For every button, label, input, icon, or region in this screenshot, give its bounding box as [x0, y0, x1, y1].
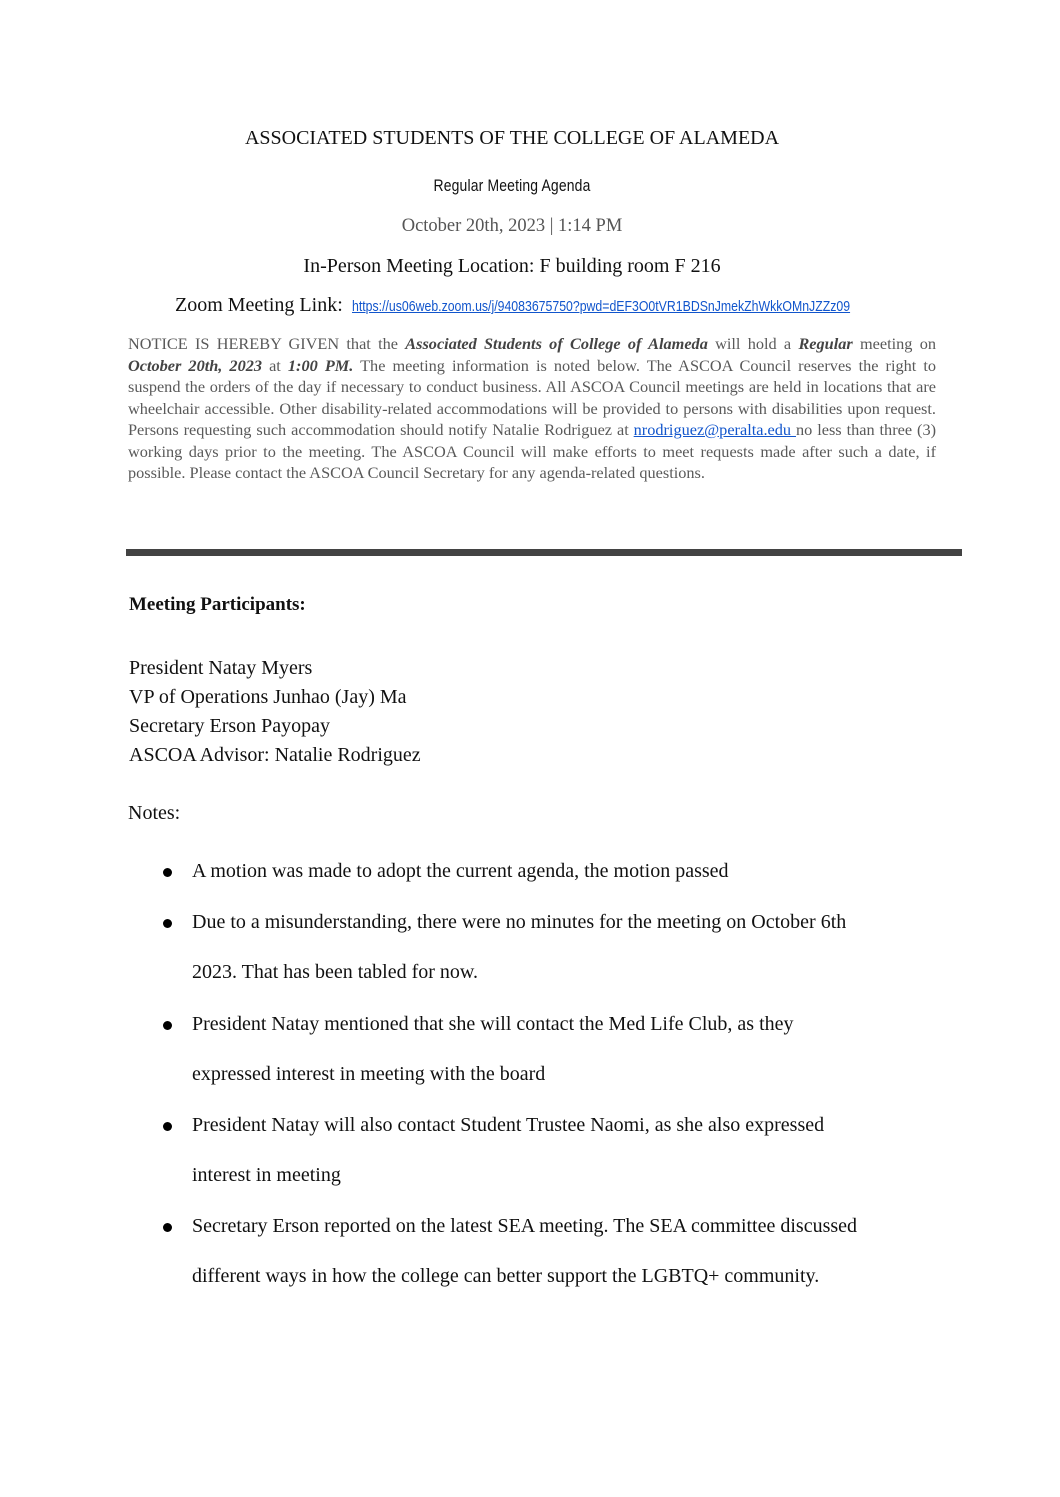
note-text: interest in meeting	[192, 1164, 341, 1186]
section-divider	[126, 549, 962, 556]
participant-item: Secretary Erson Payopay	[129, 715, 331, 737]
meeting-location: In-Person Meeting Location: F building room F 216	[303, 255, 721, 277]
agenda-title: Regular Meeting Agenda	[433, 176, 591, 195]
note-text: different ways in how the college can better support the LGBTQ+ community.	[192, 1265, 820, 1287]
notice-text: The meeting information is noted below. The ASCOA Council reserves the right to suspend the orders of the day if necessary to conduct business. All ASCOA Council meetings are held in locations that are wheelchair accessible. Other disability-related accommodations will be provided to persons with disabilities upon request. Persons requesting such accommodation should notify Natalie Rodriguez at	[128, 355, 937, 439]
participants-heading: Meeting Participants:	[129, 594, 306, 615]
organization-title: ASSOCIATED STUDENTS OF THE COLLEGE OF ALAMEDA	[244, 127, 780, 149]
zoom-meeting-line	[175, 294, 959, 317]
participant-item: VP of Operations Junhao (Jay) Ma	[129, 686, 407, 708]
notice-text: meeting on	[852, 334, 937, 353]
participant-item: ASCOA Advisor: Natalie Rodriguez	[129, 744, 421, 766]
bullet-icon	[163, 1021, 172, 1030]
bullet-icon	[163, 1122, 172, 1131]
note-text: 2023. That has been tabled for now.	[192, 961, 479, 983]
note-text: Secretary Erson reported on the latest SEA meeting. The SEA committee discussed	[192, 1215, 858, 1237]
note-text: Due to a misunderstanding, there were no minutes for the meeting on October 6th	[192, 911, 847, 933]
bullet-icon	[163, 868, 172, 877]
notice-text: NOTICE IS HEREBY GIVEN that the	[128, 334, 406, 353]
notes-label: Notes:	[128, 802, 181, 824]
notice-org-name: Associated Students of College of Alameda	[405, 334, 708, 353]
notice-text: at	[262, 355, 288, 375]
note-text: President Natay mentioned that she will contact the Med Life Club, as they	[192, 1013, 794, 1035]
note-text: President Natay will also contact Student Trustee Naomi, as she also expressed	[192, 1114, 825, 1136]
notice-time: 1:00 PM.	[287, 355, 354, 375]
zoom-link-label: Zoom Meeting Link:	[175, 294, 348, 316]
notice-text: will hold a	[707, 334, 799, 353]
note-text: A motion was made to adopt the current agenda, the motion passed	[192, 860, 729, 882]
participant-item: President Natay Myers	[129, 657, 313, 679]
advisor-email-link[interactable]: nrodriguez@peralta.edu	[633, 420, 796, 439]
meeting-date-time: October 20th, 2023 | 1:14 PM	[401, 216, 623, 236]
notice-text: no less than three (3) working days prior to the meeting. The ASCOA Council will make efforts to meet requests made after such a date, if possible. Please contact the ASCOA Council Secretary for any agenda-related questions.	[128, 420, 937, 482]
bullet-icon	[163, 919, 172, 928]
notice-regular: Regular	[798, 334, 853, 353]
bullet-icon	[163, 1223, 172, 1232]
note-text: expressed interest in meeting with the board	[192, 1063, 546, 1085]
zoom-meeting-link[interactable]: https://us06web.zoom.us/j/94083675750?pwd=dEF3O0tVR1BDSnJmekZhWkkOMnJZZz09	[351, 298, 850, 315]
notice-date: October 20th, 2023	[128, 355, 262, 375]
notice-paragraph	[128, 333, 936, 484]
